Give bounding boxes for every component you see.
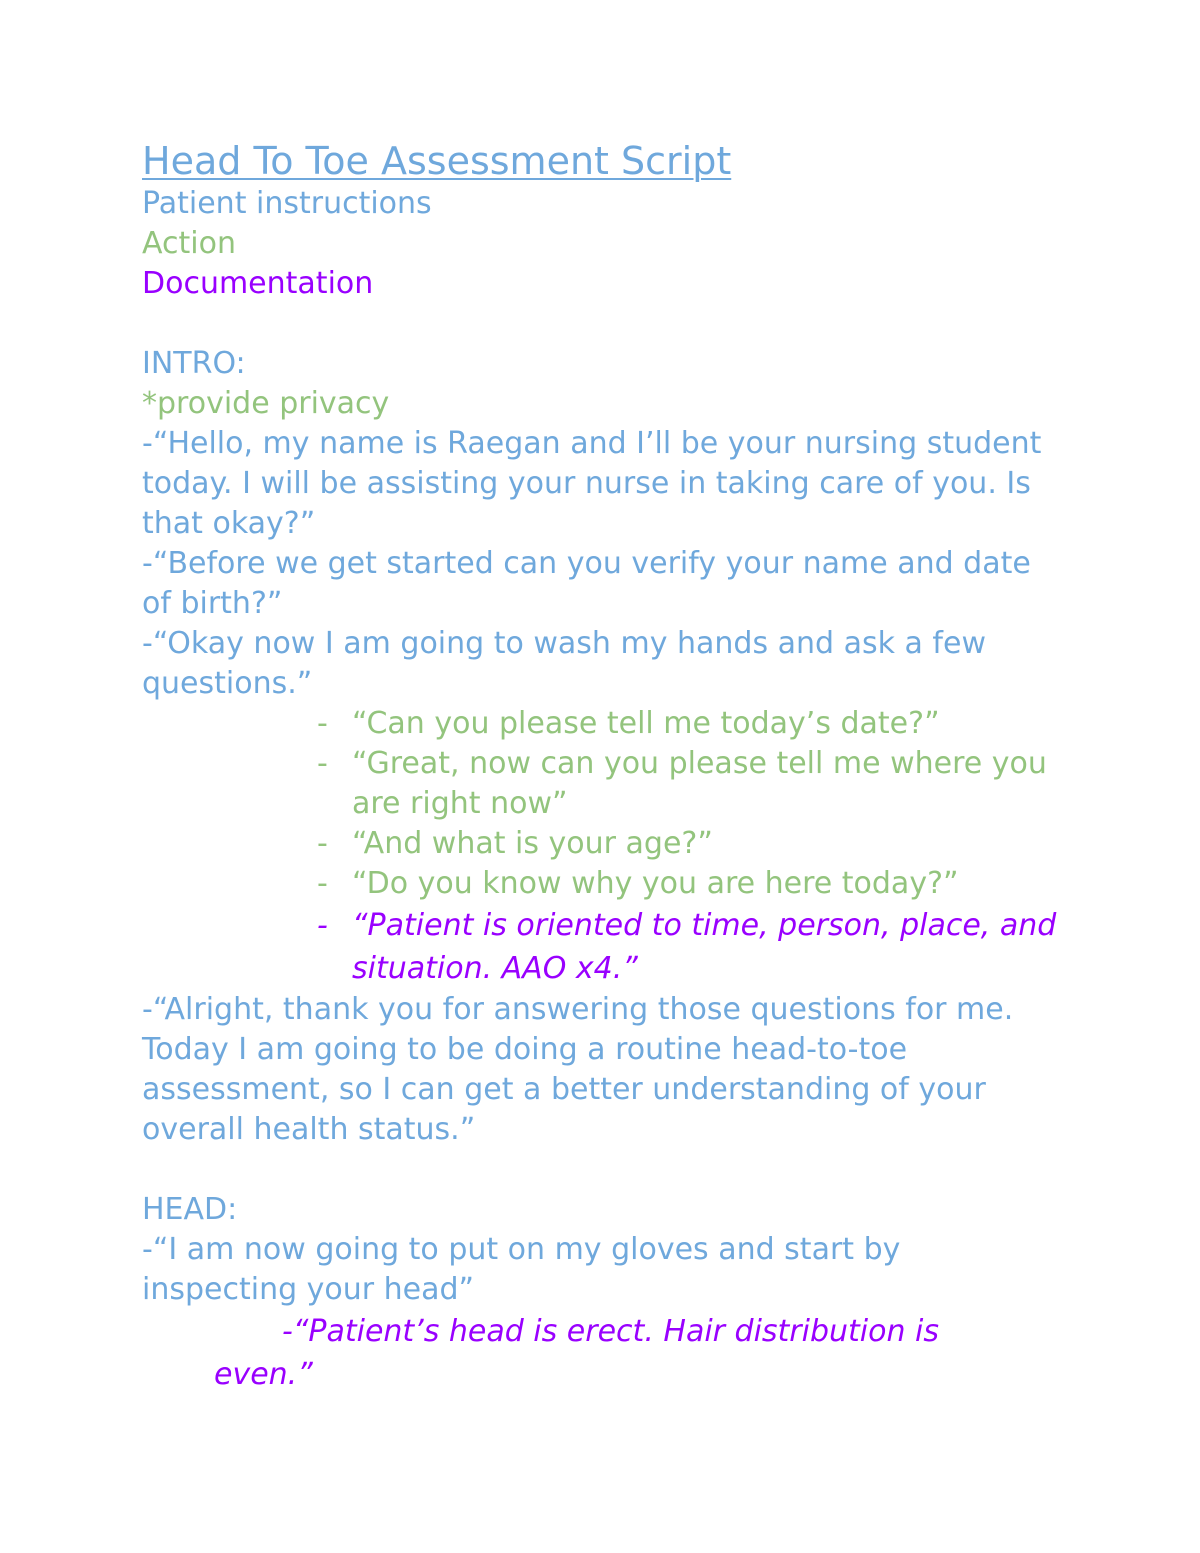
dash-bullet: - <box>317 706 328 741</box>
dash-bullet: - <box>317 908 328 943</box>
dash-bullet: - <box>317 746 328 781</box>
head-documentation-line2: even.” <box>214 1357 313 1392</box>
dash-bullet: - <box>317 866 328 901</box>
intro-wash-hands: -“Okay now I am going to wash my hands and ask a few questions.” <box>142 626 986 701</box>
list-item: - “Great, now can you please tell me where you are right now” <box>317 746 1047 821</box>
list-item: - “And what is your age?” <box>142 824 1062 864</box>
intro-verify-identity: -“Before we get started can you verify your name and date of birth?” <box>142 546 1031 621</box>
intro-routine-assessment: -“Alright, thank you for answering those questions for me. Today I am going to be doing a routine head-to-toe assessment, so I can get a better understanding of your overall health status.” <box>142 992 1014 1147</box>
page-title: Head To Toe Assessment Script <box>142 139 732 183</box>
orientation-questions <box>142 704 1062 990</box>
intro-greeting: -“Hello, my name is Raegan and I’ll be your nursing student today. I will be assisting your nurse in taking care of you. Is that okay?” <box>142 426 1042 541</box>
intro-heading: INTRO: <box>142 346 246 381</box>
legend-patient-instructions: Patient instructions <box>142 186 432 221</box>
legend-action: Action <box>142 226 236 261</box>
legend-documentation: Documentation <box>142 266 374 301</box>
head-inspect-instruction: -“I am now going to put on my gloves and start by inspecting your head” <box>142 1232 901 1307</box>
document-page <box>142 138 1062 1396</box>
head-documentation-line1: -“Patient’s head is erect. Hair distribution is <box>282 1314 939 1349</box>
list-item: - “Can you please tell me today’s date?” <box>142 704 1062 744</box>
list-item: - “Do you know why you are here today?” <box>142 864 1062 904</box>
intro-action-privacy: *provide privacy <box>142 386 390 421</box>
dash-bullet: - <box>317 826 328 861</box>
list-item-documentation: - “Patient is oriented to time, person, place, and situation. AAO x4.” <box>142 904 1062 990</box>
head-heading: HEAD: <box>142 1192 238 1227</box>
